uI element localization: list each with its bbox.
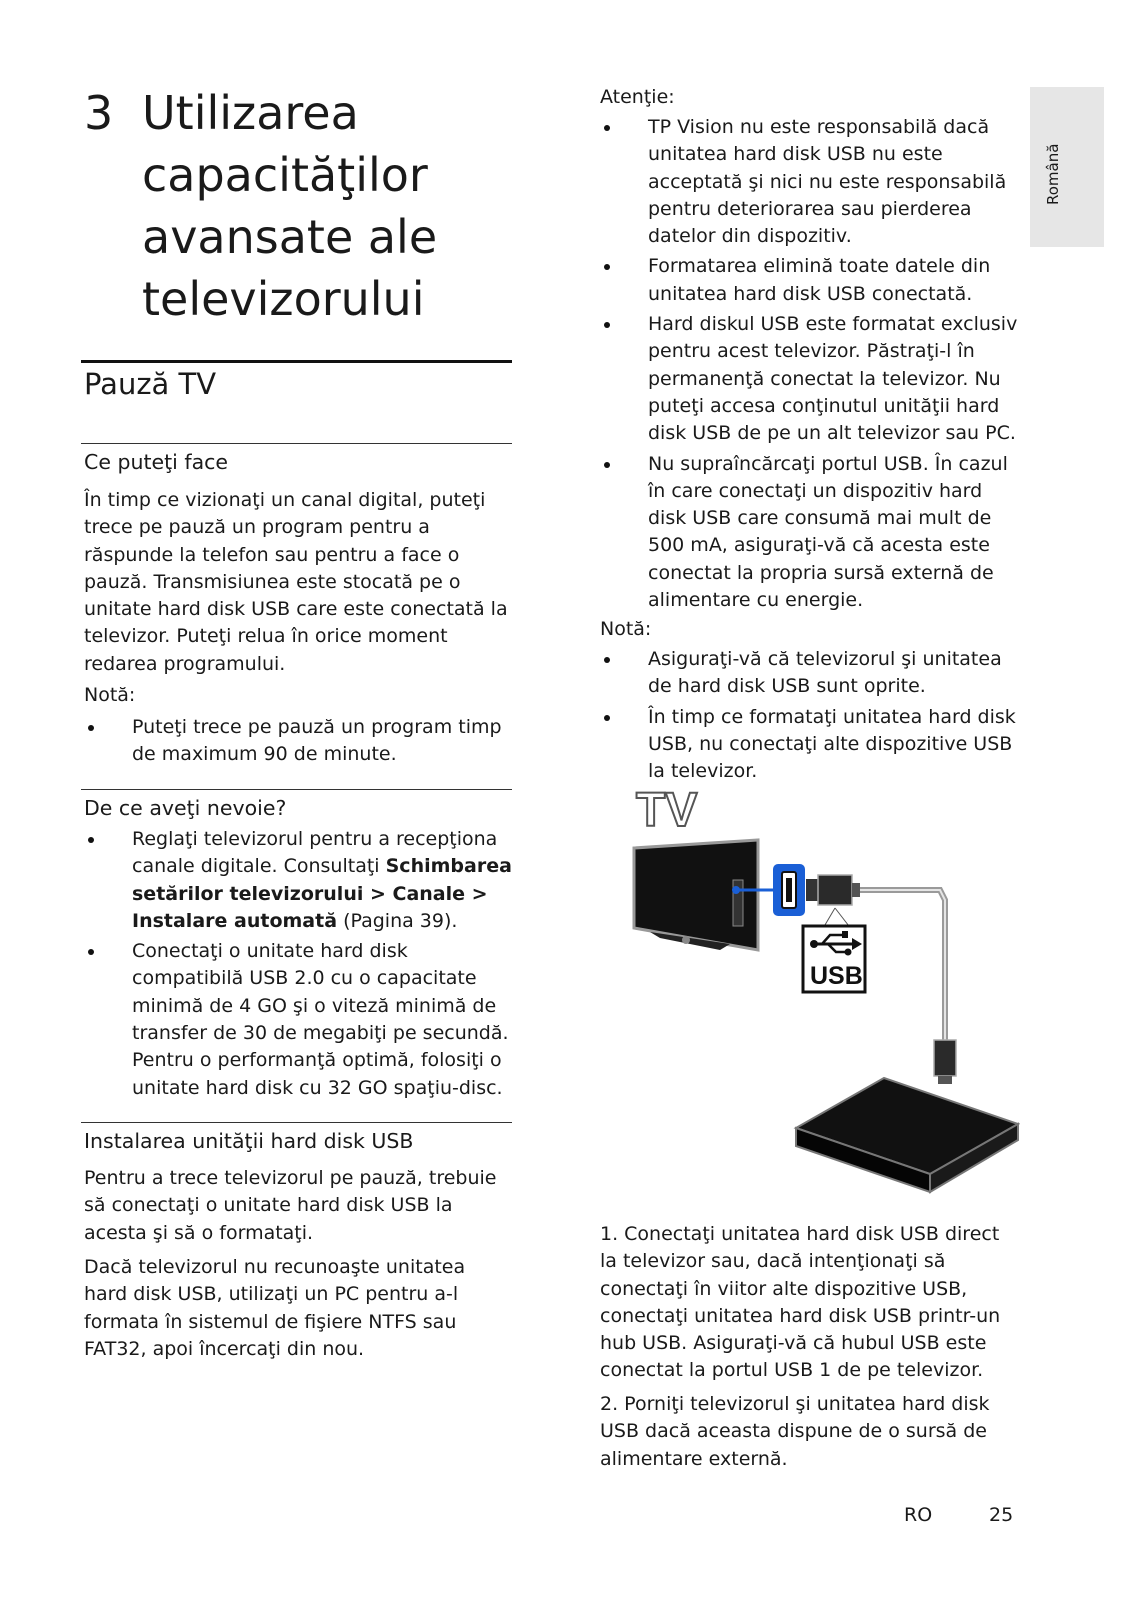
cross-reference-link[interactable]: Schimbarea setărilor televizorului > Canale > Instalare automată bbox=[132, 855, 512, 932]
chapter-title-line: televizorului bbox=[142, 272, 425, 326]
bullet-icon bbox=[604, 462, 610, 468]
usb-connection-illustration bbox=[620, 782, 1020, 1202]
list-item: Conectaţi o unitate hard disk compatibilă USB 2.0 cu o capacitate minimă de 4 GO şi o viteză minimă de transfer de 30 de megabiţi pe secundă. Pentru o performanţă optimă, folosiţi o unitate hard disk cu 32 GO spaţiu-disc. bbox=[84, 938, 512, 1102]
requirements-list bbox=[84, 826, 512, 1105]
bullet-icon bbox=[88, 725, 94, 731]
hdd-plug-icon bbox=[934, 1040, 956, 1084]
list-item: Puteţi trece pe pauză un program timp de maximum 90 de minute. bbox=[84, 714, 512, 769]
note-list bbox=[84, 714, 512, 772]
section-divider bbox=[81, 360, 512, 363]
language-tab-label: Română bbox=[1044, 143, 1062, 205]
chapter-title bbox=[142, 82, 522, 330]
section-title: Pauză TV bbox=[84, 367, 217, 401]
step-1: 1. Conectaţi unitatea hard disk USB direct la televizor sau, dacă intenţionaţi să conectaţi în viitor alte dispozitive USB, conectaţi unitatea hard disk USB printr-un hub USB. Asiguraţi-vă că hubul USB este conectat la portul USB 1 de pe televizor. bbox=[600, 1223, 1001, 1382]
instalarea-paragraph: Pentru a trece televizorul pe pauză, trebuie să conectaţi o unitate hard disk USB la acesta şi să o formataţi. bbox=[84, 1167, 497, 1244]
subsection-divider bbox=[81, 443, 512, 444]
note-label: Notă: bbox=[84, 684, 136, 706]
instalarea-paragraph: Dacă televizorul nu recunoaşte unitatea hard disk USB, utilizaţi un PC pentru a-l formata în sistemul de fişiere NTFS sau FAT32, apoi încercaţi din nou. bbox=[84, 1256, 466, 1360]
subsection-heading-de-ce: De ce aveţi nevoie? bbox=[84, 796, 287, 820]
list-item: TP Vision nu este responsabilă dacă unitatea hard disk USB nu este acceptată şi nici nu este responsabilă pentru deteriorarea sau pierderea datelor din dispozitiv. bbox=[600, 114, 1020, 250]
language-tab bbox=[1030, 87, 1104, 247]
list-item: Nu supraîncărcaţi portul USB. În cazul în care conectaţi un dispozitiv hard disk USB care consumă mai mult de 500 mA, asiguraţi-vă că acesta este conectat la propria sursă externă de alimentare cu energie. bbox=[600, 451, 1020, 615]
note-label: Notă: bbox=[600, 618, 652, 640]
list-item: Asiguraţi-vă că televizorul şi unitatea de hard disk USB sunt oprite. bbox=[600, 646, 1020, 701]
footer-language: RO bbox=[904, 1504, 933, 1526]
usb-label: USB bbox=[810, 962, 863, 990]
subsection-divider bbox=[81, 1122, 512, 1123]
caution-label: Atenţie: bbox=[600, 86, 675, 108]
chapter-title-line: avansate ale bbox=[142, 210, 438, 264]
tv-label: TV bbox=[636, 784, 698, 837]
ce-puteti-body: În timp ce vizionaţi un canal digital, puteţi trece pe pauză un program pentru a răspunde la telefon sau pentru a face o pauză. Transmisiunea este stocată pe o unitate hard disk USB care este conectată la televizor. Puteţi relua în orice moment redarea programului. bbox=[84, 489, 508, 675]
bullet-icon bbox=[604, 715, 610, 721]
caution-list bbox=[600, 114, 1020, 617]
usb-symbol-icon bbox=[803, 926, 865, 992]
subsection-heading-instalarea: Instalarea unităţii hard disk USB bbox=[84, 1129, 414, 1153]
usb-port-reference: USB 1 bbox=[774, 1359, 832, 1382]
subsection-heading-ce-puteti: Ce puteţi face bbox=[84, 450, 229, 474]
tv-icon bbox=[634, 840, 758, 950]
bullet-icon bbox=[604, 264, 610, 270]
hard-disk-icon bbox=[796, 1078, 1018, 1192]
chapter-number: 3 bbox=[84, 86, 114, 140]
bullet-icon bbox=[88, 949, 94, 955]
list-item: Hard diskul USB este formatat exclusiv pentru acest televizor. Păstraţi-l în permanenţă conectat la televizor. Nu puteţi accesa conţinutul unităţii hard disk USB de pe un alt televizor sau PC. bbox=[600, 311, 1020, 447]
bullet-icon bbox=[604, 322, 610, 328]
step-2: 2. Porniţi televizorul şi unitatea hard disk USB dacă aceasta dispune de o sursă de alimentare externă. bbox=[600, 1393, 990, 1470]
bullet-icon bbox=[604, 657, 610, 663]
list-item: Reglaţi televizorul pentru a recepţiona canale digitale. Consultaţi Schimbarea setărilor televizorului > Canale > Instalare automată (Pagina 39). bbox=[84, 826, 512, 935]
bullet-icon bbox=[604, 125, 610, 131]
chapter-title-line: Utilizarea bbox=[142, 86, 359, 140]
list-item: Formatarea elimină toate datele din unitatea hard disk USB conectată. bbox=[600, 253, 1020, 308]
bullet-icon bbox=[88, 837, 94, 843]
subsection-divider bbox=[81, 789, 512, 790]
note-list bbox=[600, 646, 1020, 788]
chapter-title-line: capacităţilor bbox=[142, 148, 428, 202]
list-item: În timp ce formataţi unitatea hard disk USB, nu conectaţi alte dispozitive USB la televizor. bbox=[600, 704, 1020, 786]
page-number: 25 bbox=[989, 1504, 1014, 1526]
